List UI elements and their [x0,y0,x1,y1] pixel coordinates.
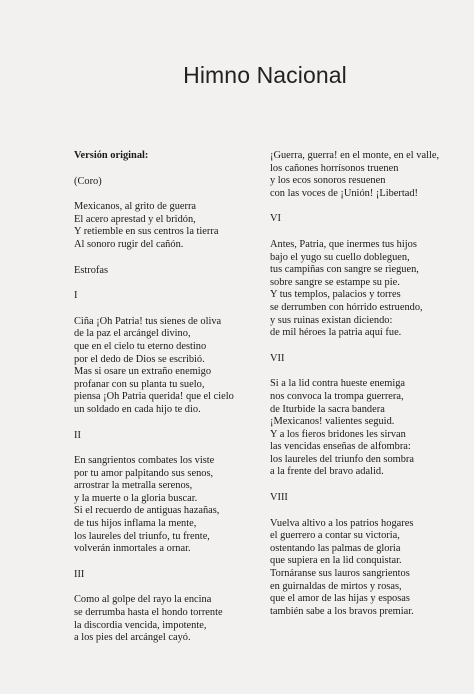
verse-line: Mexicanos, al grito de guerra [74,201,197,213]
stanza-6 [270,239,450,340]
verse-line: y los ecos sonoros resuenen [270,175,386,187]
verse-line: y sus ruinas existan diciendo: [270,314,393,326]
stanza-2 [74,455,260,556]
stanza-coro [74,201,260,251]
stanza-number-7: VII [270,352,285,364]
verse-line: de mil héroes la patria aquí fue. [270,327,402,339]
verse-line: Vuelva altivo a los patrios hogares [270,517,414,529]
verse-line: por tu amor palpitando sus senos, [74,467,214,479]
verse-line: arrostrar la metralla serenos, [74,480,193,492]
verse-line: se derrumba hasta el hondo torrente [74,607,223,619]
stanza-7 [270,378,450,479]
verse-line: sobre sangre se estampe su pie. [270,276,400,288]
verse-line: El acero aprestad y el bridón, [74,213,196,225]
verse-line: los laureles del triunfo, tu frente, [74,530,210,542]
verse-line: profanar con su planta tu suelo, [74,378,205,390]
verse-line: piensa ¡Oh Patria querida! que el cielo [74,391,234,403]
stanza-number-8: VIII [270,492,288,504]
verse-line: En sangrientos combates los viste [74,455,215,467]
verse-line: Tornáranse sus lauros sangrientos [270,568,410,580]
estrofas-label: Estrofas [74,264,109,276]
stanza-3 [74,594,260,644]
stanza-continuation [270,150,450,200]
verse-line: ¡Mexicanos! valientes seguid. [270,416,395,428]
verse-line: nos convoca la trompa guerrera, [270,390,404,402]
version-label: Versión original: [74,150,149,161]
verse-line: Si a la lid contra hueste enemiga [270,378,406,390]
verse-line: en guirnaldas de mirtos y rosas, [270,580,402,592]
verse-line: Si el recuerdo de antiguas hazañas, [74,505,220,517]
verse-line: los cañones horrísonos truenen [270,162,399,174]
verse-line: que el amor de las hijas y esposas [270,593,410,605]
stanza-number-3: III [74,568,85,580]
verse-line: un soldado en cada hijo te dio. [74,403,201,415]
stanza-8 [270,518,450,619]
verse-line: con las voces de ¡Unión! ¡Libertad! [270,187,419,199]
stanza-number-1: I [74,290,78,302]
verse-line: Y a los fieros bridones les sirvan [270,428,406,440]
left-column [74,150,260,658]
coro-label: (Coro) [74,175,102,187]
verse-line: Y tus templos, palacios y torres [270,289,401,301]
verse-line: a la frente del bravo adalid. [270,466,384,478]
verse-line: que supiera en la lid conquistar. [270,555,402,567]
verse-line: ostentando las palmas de gloria [270,542,401,554]
verse-line: también sabe a los bravos premiar. [270,605,414,617]
stanza-number-2: II [74,429,81,441]
verse-line: volverán inmortales a ornar. [74,543,191,555]
verse-line: y la muerte o la gloria buscar. [74,492,198,504]
verse-line: las vencidas enseñas de alfombra: [270,441,411,453]
verse-line: Ciña ¡Oh Patria! tus sienes de oliva [74,315,222,327]
verse-line: que en el cielo tu eterno destino [74,340,207,352]
verse-line: Como al golpe del rayo la encina [74,594,212,606]
verse-line: por el dedo de Dios se escribió. [74,353,205,365]
verse-line: Al sonoro rugir del cañón. [74,238,184,250]
verse-line: de tus hijos inflama la mente, [74,518,197,530]
stanza-number-6: VI [270,213,281,225]
verse-line: los laureles del triunfo den sombra [270,453,414,465]
verse-line: de la paz el arcángel divino, [74,328,191,340]
page-title: Himno Nacional [183,62,347,88]
verse-line: el guerrero a contar su victoria, [270,530,400,542]
verse-line: ¡Guerra, guerra! en el monte, en el valle, [270,150,440,161]
verse-line: se derrumben con hórrido estruendo, [270,301,423,313]
verse-line: Mas si osare un extraño enemigo [74,366,212,378]
verse-line: Y retiemble en sus centros la tierra [74,226,219,238]
verse-line: Antes, Patria, que inermes tus hijos [270,238,417,250]
verse-line: bajo el yugo su cuello dobleguen, [270,251,410,263]
verse-line: a los pies del arcángel cayó. [74,632,191,644]
stanza-1 [74,316,260,417]
verse-line: de Iturbide la sacra bandera [270,403,385,415]
verse-line: tus campiñas con sangre se rieguen, [270,264,419,276]
right-column [270,150,450,631]
verse-line: la discordia vencida, impotente, [74,619,207,631]
